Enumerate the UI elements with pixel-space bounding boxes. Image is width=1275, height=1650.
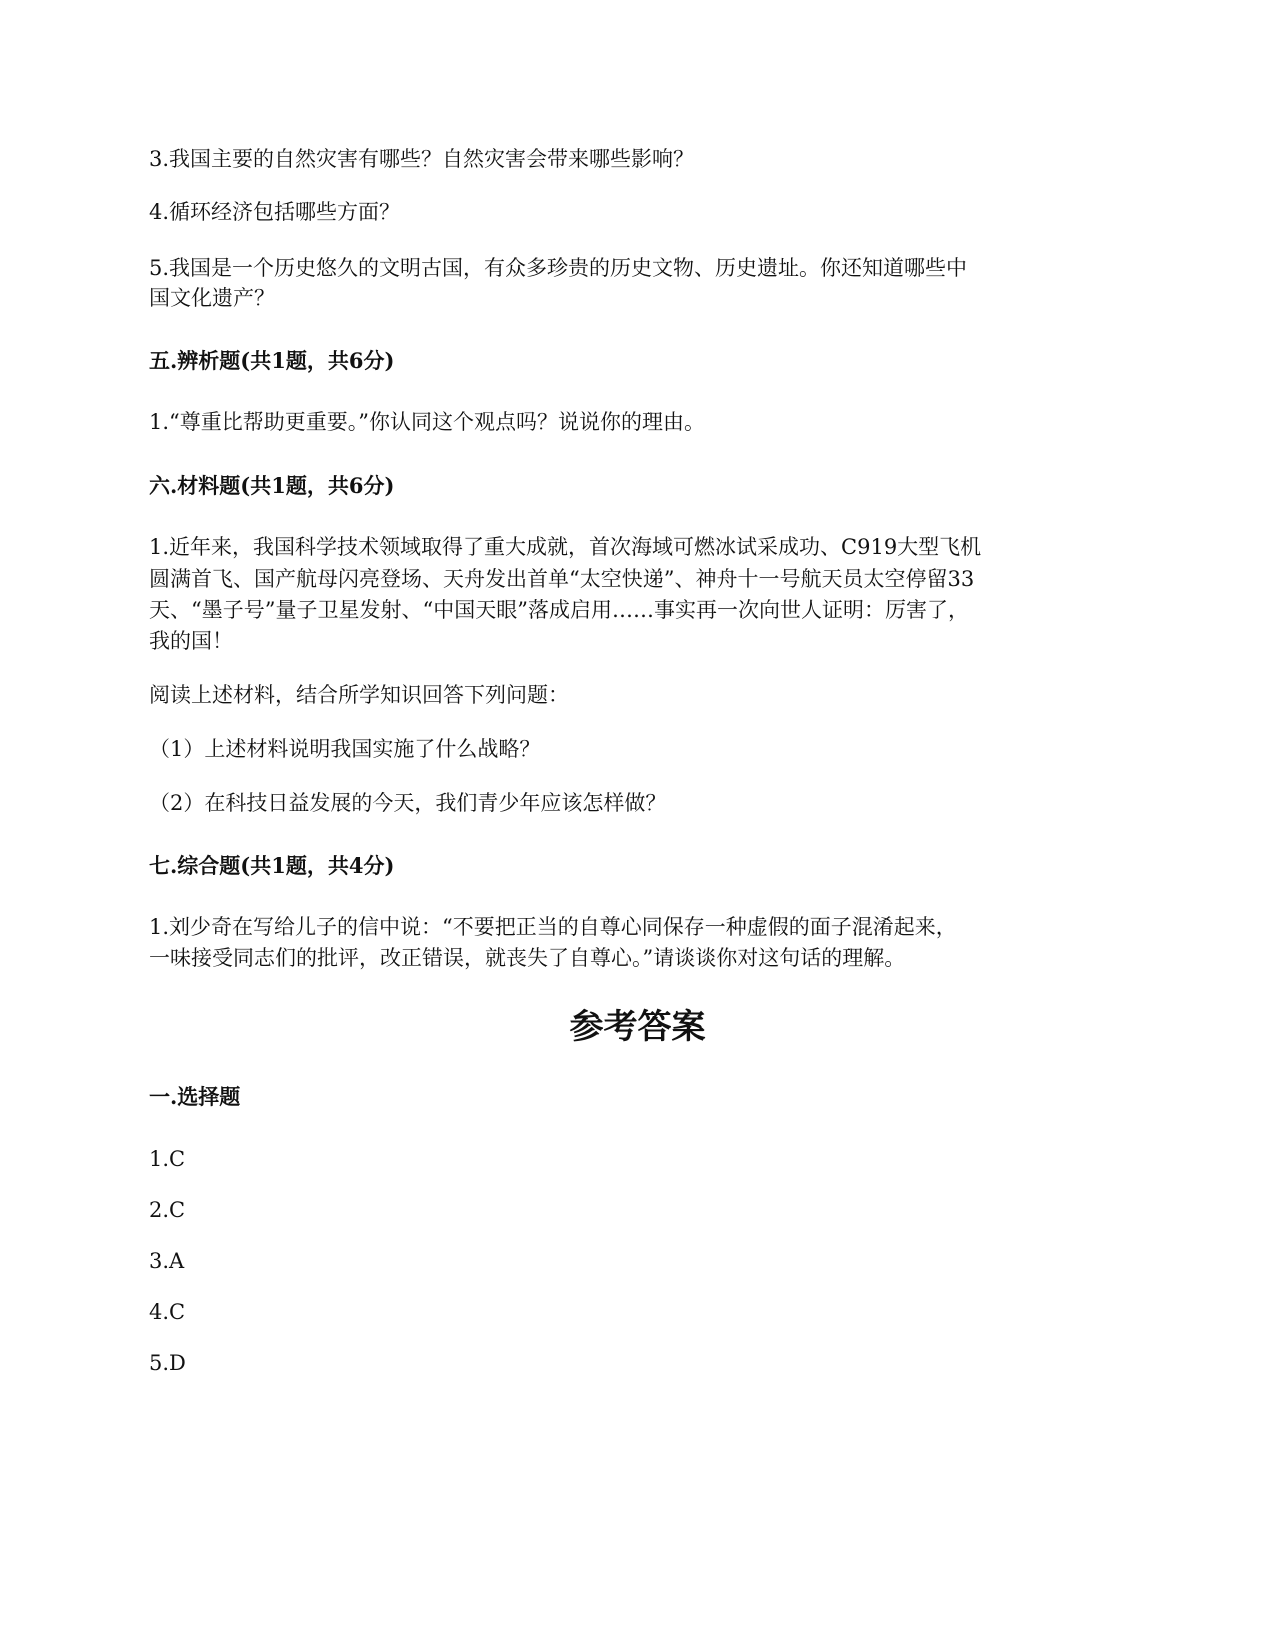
section-6-heading: 六.材料题(共1题，共6分) <box>149 473 395 498</box>
sub-question-2: （2）在科技日益发展的今天，我们青少年应该怎样做？ <box>149 791 667 815</box>
material-line-1: 1.近年来，我国科学技术领域取得了重大成就，首次海域可燃冰试采成功、C919大型飞机 <box>149 535 982 559</box>
answer-item: 4.C <box>149 1300 186 1324</box>
section-5-question-1: 1.“尊重比帮助更重要。”你认同这个观点吗？说说你的理由。 <box>149 410 706 434</box>
material-line-2: 圆满首飞、国产航母闪亮登场、天舟发出首单“太空快递”、神舟十一号航天员太空停留33 <box>149 567 975 591</box>
section-5-heading: 五.辨析题(共1题，共6分) <box>149 348 395 373</box>
question-5-line-1: 5.我国是一个历史悠久的文明古国，有众多珍贵的历史文物、历史遗址。你还知道哪些中 <box>149 256 968 280</box>
answer-item: 2.C <box>149 1198 186 1222</box>
material-prompt: 阅读上述材料，结合所学知识回答下列问题： <box>149 683 569 707</box>
material-line-3: 天、“墨子号”量子卫星发射、“中国天眼”落成启用……事实再一次向世人证明：厉害了， <box>149 598 969 622</box>
answer-item: 3.A <box>149 1249 185 1273</box>
answer-item: 5.D <box>149 1351 186 1375</box>
sub-question-1: （1）上述材料说明我国实施了什么战略？ <box>149 737 541 761</box>
section-7-question-line-1: 1.刘少奇在写给儿子的信中说：“不要把正当的自尊心同保存一种虚假的面子混淆起来， <box>149 915 957 939</box>
answers-title: 参考答案 <box>569 1007 706 1047</box>
answers-section-1-heading: 一.选择题 <box>149 1084 241 1109</box>
section-7-heading: 七.综合题(共1题，共4分) <box>149 853 395 878</box>
question-3: 3.我国主要的自然灾害有哪些？自然灾害会带来哪些影响？ <box>149 147 695 171</box>
question-4: 4.循环经济包括哪些方面？ <box>149 200 401 224</box>
answer-item: 1.C <box>149 1147 186 1171</box>
question-5-line-2: 国文化遗产？ <box>149 286 275 310</box>
material-line-4: 我的国！ <box>149 629 233 653</box>
section-7-question-line-2: 一味接受同志们的批评，改正错误，就丧失了自尊心。”请谈谈你对这句话的理解。 <box>149 946 906 970</box>
